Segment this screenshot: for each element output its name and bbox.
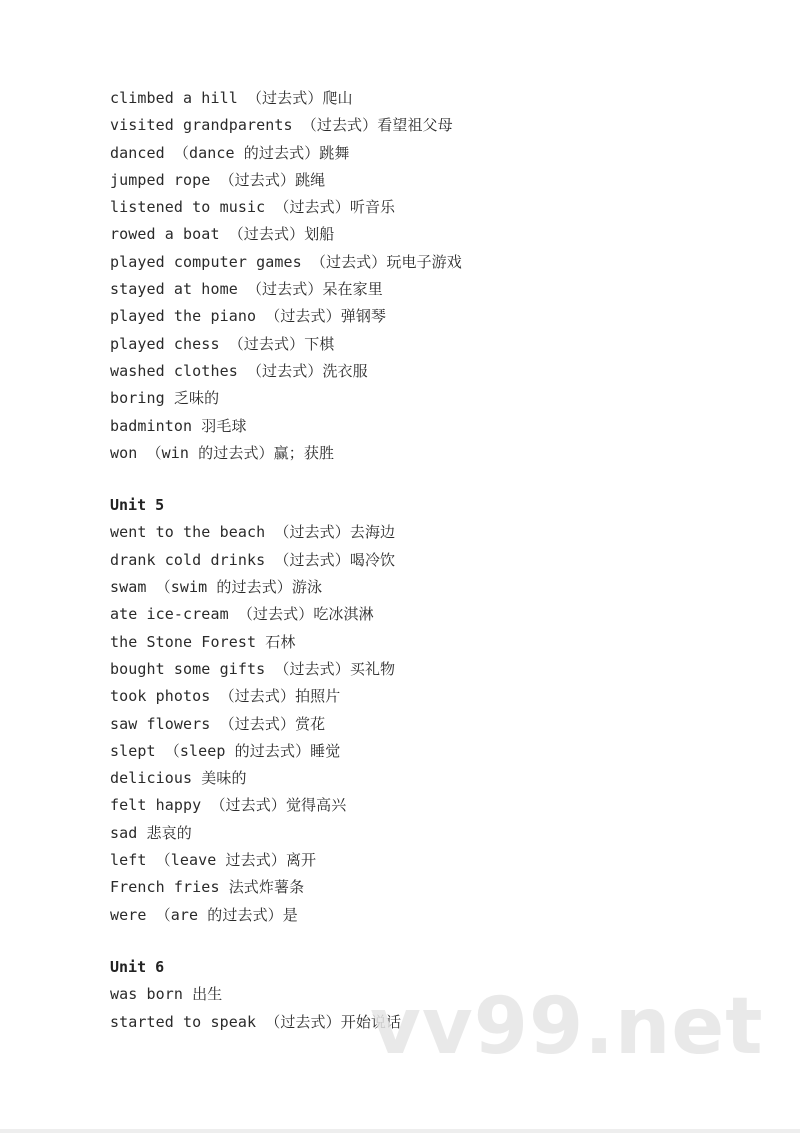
list-item: were （are 的过去式）是 — [110, 905, 298, 924]
list-item: felt happy （过去式）觉得高兴 — [110, 796, 347, 815]
list-item: danced （dance 的过去式）跳舞 — [110, 143, 350, 162]
unit6-heading: Unit 6 — [110, 957, 165, 976]
list-item: sad 悲哀的 — [110, 823, 192, 842]
list-item: drank cold drinks （过去式）喝冷饮 — [110, 550, 396, 569]
list-item: listened to music （过去式）听音乐 — [110, 198, 396, 217]
list-item: delicious 美味的 — [110, 769, 247, 788]
list-item: saw flowers （过去式）赏花 — [110, 714, 326, 733]
list-item: left （leave 过去式）离开 — [110, 851, 317, 870]
list-item: bought some gifts （过去式）买礼物 — [110, 659, 396, 678]
section-spacer — [110, 929, 710, 954]
list-item: went to the beach （过去式）去海边 — [110, 523, 396, 542]
list-item: jumped rope （过去式）跳绳 — [110, 170, 326, 189]
unit4-section — [110, 85, 710, 467]
section-spacer — [110, 467, 710, 492]
list-item: French fries 法式炸薯条 — [110, 878, 305, 897]
list-item: won （win 的过去式）赢；获胜 — [110, 443, 335, 462]
unit5-heading: Unit 5 — [110, 496, 165, 515]
list-item: played computer games （过去式）玩电子游戏 — [110, 252, 462, 271]
list-item: climbed a hill （过去式）爬山 — [110, 89, 353, 107]
page-bottom-edge — [0, 1129, 800, 1133]
list-item: slept （sleep 的过去式）睡觉 — [110, 741, 341, 760]
list-item: badminton 羽毛球 — [110, 416, 247, 435]
list-item: visited grandparents （过去式）看望祖父母 — [110, 116, 453, 135]
list-item: ate ice-cream （过去式）吃冰淇淋 — [110, 605, 374, 624]
list-item: was born 出生 — [110, 985, 223, 1004]
vocabulary-list — [110, 85, 710, 1036]
list-item: washed clothes （过去式）洗衣服 — [110, 361, 368, 380]
list-item: took photos （过去式）拍照片 — [110, 687, 341, 706]
list-item: swam （swim 的过去式）游泳 — [110, 578, 323, 597]
unit5-section — [110, 492, 710, 929]
list-item: rowed a boat （过去式）划船 — [110, 225, 335, 244]
list-item: the Stone Forest 石林 — [110, 632, 296, 651]
list-item: started to speak （过去式）开始说话 — [110, 1012, 402, 1031]
watermark: vv99.net — [370, 982, 764, 1072]
list-item: played the piano （过去式）弹钢琴 — [110, 307, 387, 326]
list-item: stayed at home （过去式）呆在家里 — [110, 280, 383, 299]
list-item: played chess （过去式）下棋 — [110, 334, 335, 353]
list-item: boring 乏味的 — [110, 389, 220, 408]
